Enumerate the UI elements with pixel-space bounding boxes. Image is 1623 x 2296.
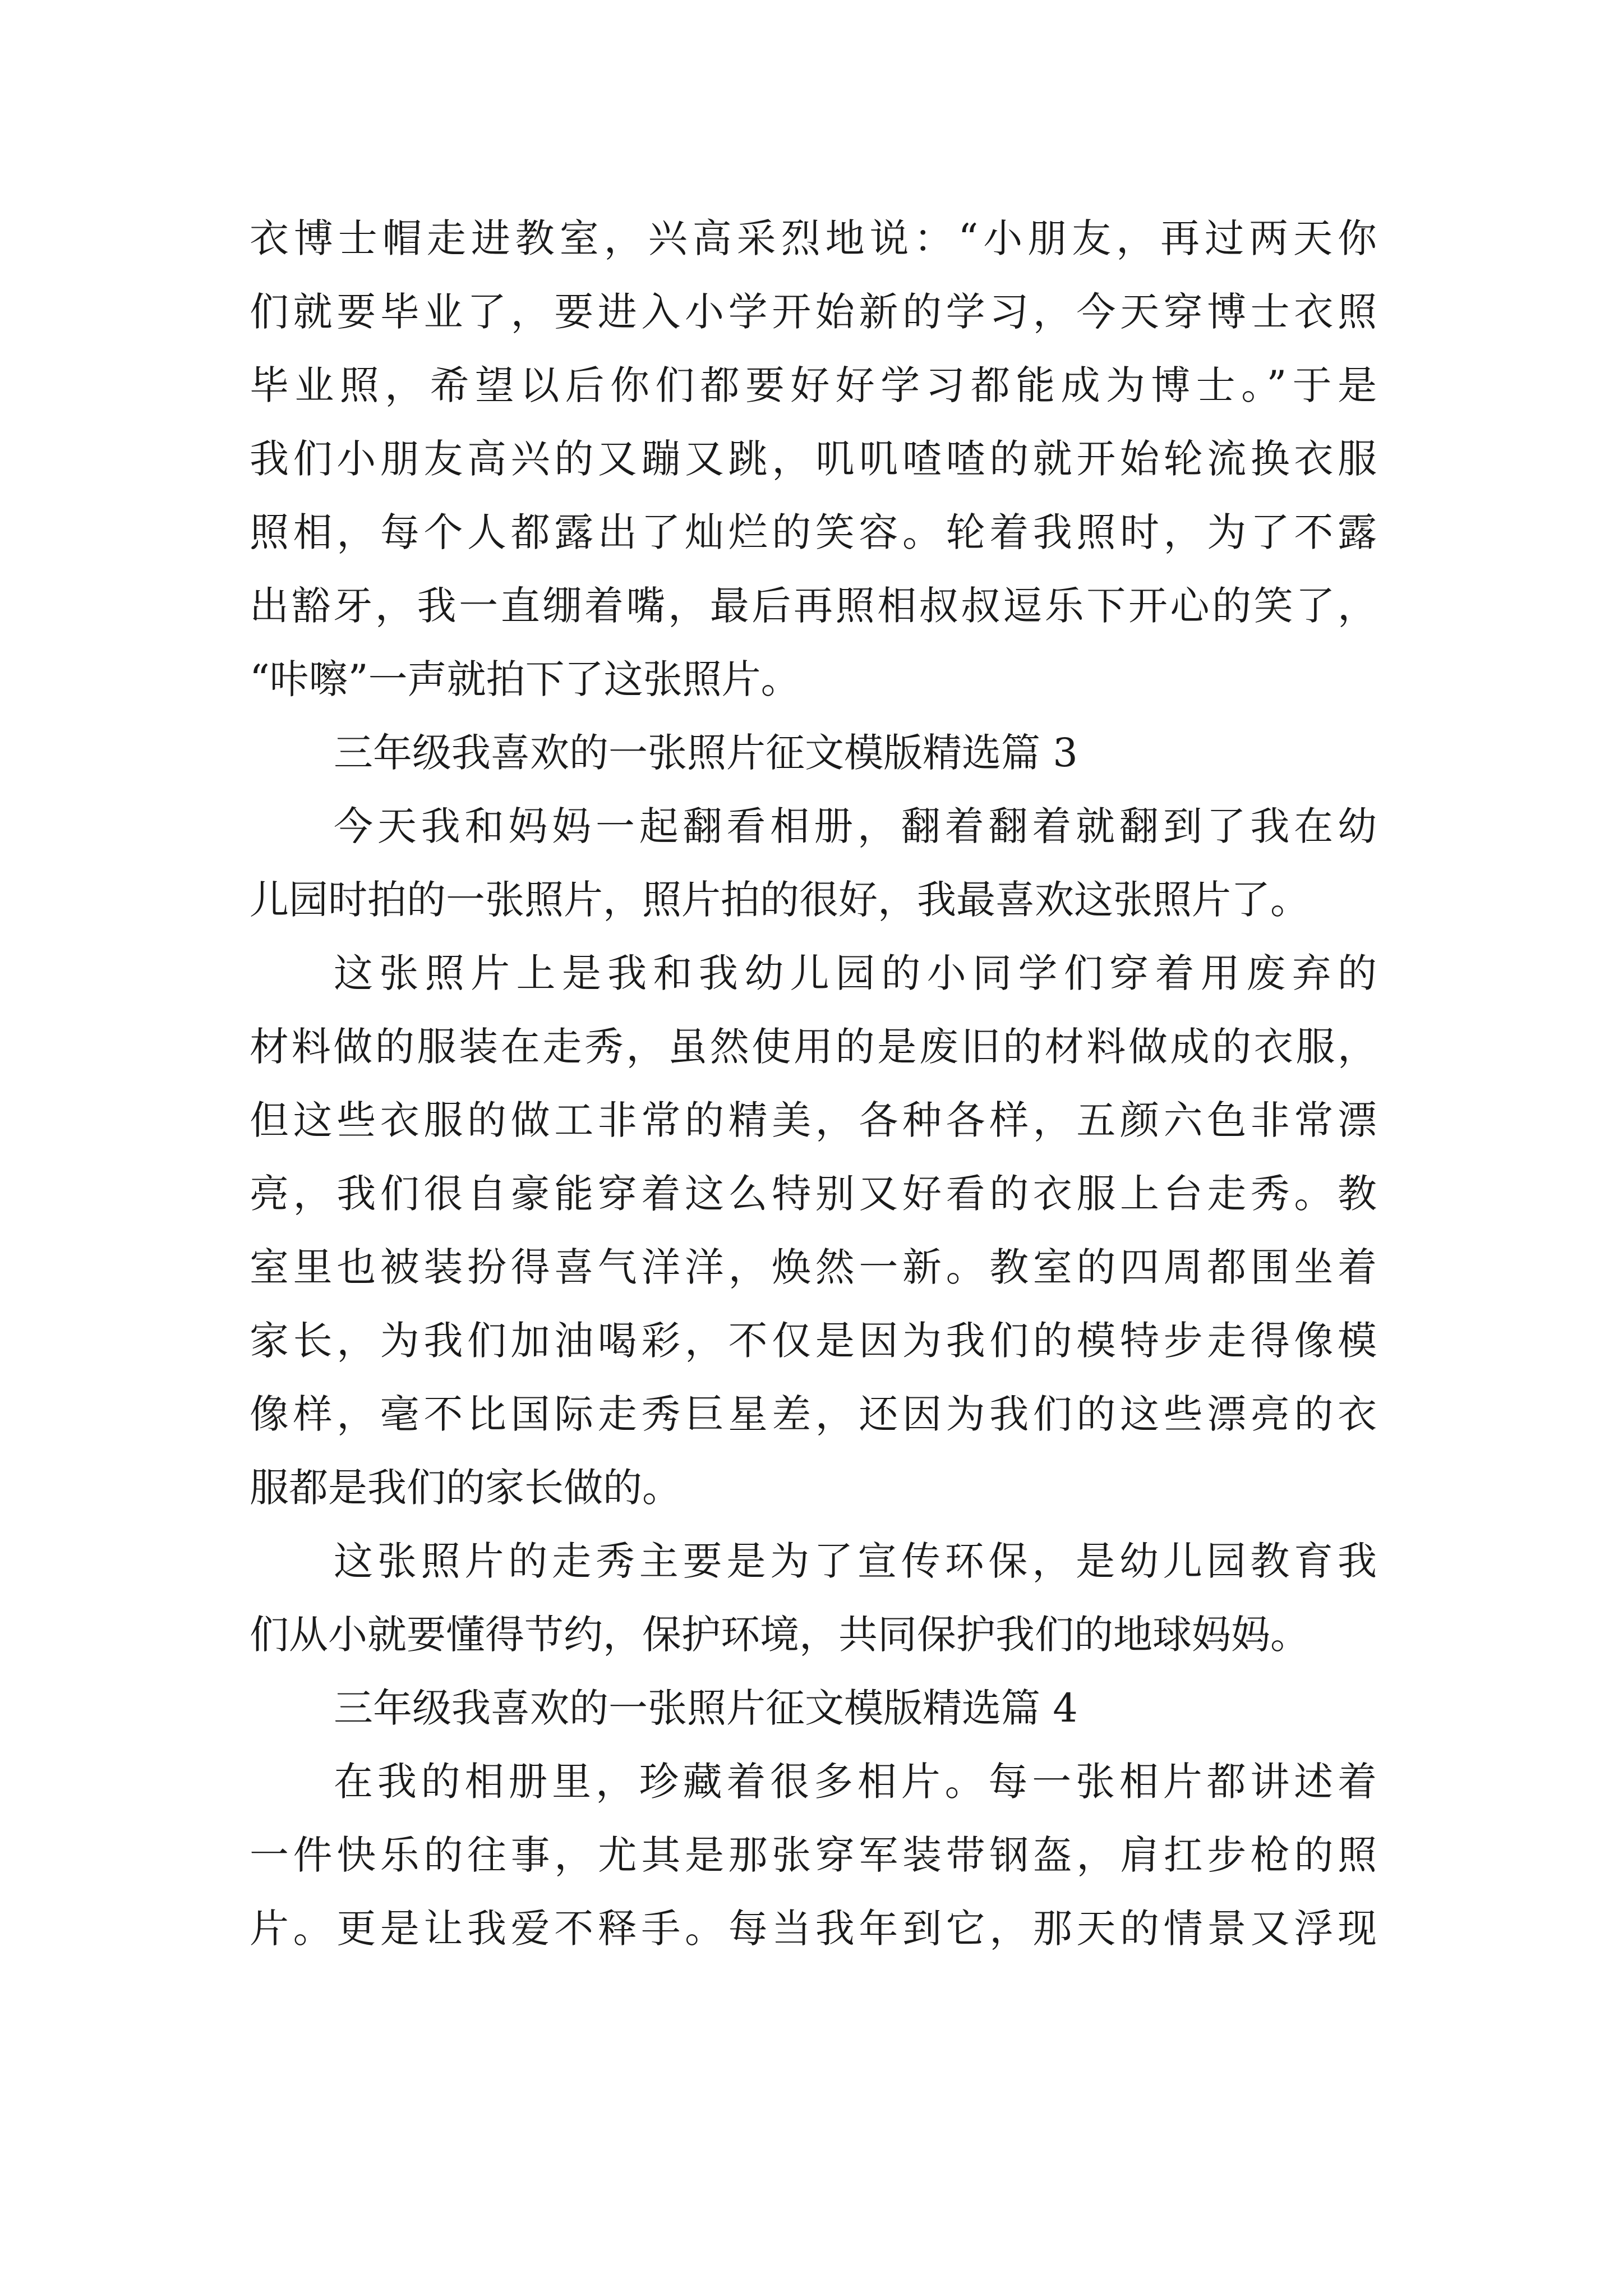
document-body <box>250 202 1377 1966</box>
text-line: 今天我和妈妈一起翻看相册，翻着翻着就翻到了我在幼 <box>334 803 1377 849</box>
text-line: 像样，毫不比国际走秀巨星差，还因为我们的这些漂亮的衣 <box>250 1391 1377 1437</box>
text-line: 室里也被装扮得喜气洋洋，焕然一新。教室的四周都围坐着 <box>250 1244 1377 1290</box>
text-line: 儿园时拍的一张照片，照片拍的很好，我最喜欢这张照片了。 <box>250 877 1310 923</box>
text-line: 我们小朋友高兴的又蹦又跳，叽叽喳喳的就开始轮流换衣服 <box>250 436 1377 482</box>
text-line: 在我的相册里，珍藏着很多相片。每一张相片都讲述着 <box>334 1759 1377 1805</box>
text-line: 服都是我们的家长做的。 <box>250 1465 681 1511</box>
text-line: 这张照片上是我和我幼儿园的小同学们穿着用废弃的 <box>334 950 1377 996</box>
text-line: 三年级我喜欢的一张照片征文模版精选篇 4 <box>334 1685 1078 1731</box>
text-line: “咔嚓”一声就拍下了这张照片。 <box>250 656 800 702</box>
text-line: 这张照片的走秀主要是为了宣传环保，是幼儿园教育我 <box>334 1538 1377 1584</box>
text-line: 亮，我们很自豪能穿着这么特别又好看的衣服上台走秀。教 <box>250 1171 1377 1217</box>
text-line: 毕业照，希望以后你们都要好好学习都能成为博士。”于是 <box>250 362 1377 408</box>
text-line: 家长，为我们加油喝彩，不仅是因为我们的模特步走得像模 <box>250 1318 1377 1364</box>
text-line: 衣博士帽走进教室，兴高采烈地说：“小朋友，再过两天你 <box>250 215 1377 261</box>
text-line: 但这些衣服的做工非常的精美，各种各样，五颜六色非常漂 <box>250 1097 1377 1143</box>
text-line: 一件快乐的往事，尤其是那张穿军装带钢盔，肩扛步枪的照 <box>250 1832 1377 1878</box>
text-line: 们就要毕业了，要进入小学开始新的学习，今天穿博士衣照 <box>250 289 1377 335</box>
text-line: 三年级我喜欢的一张照片征文模版精选篇 3 <box>334 730 1078 776</box>
text-line: 照相，每个人都露出了灿烂的笑容。轮着我照时，为了不露 <box>250 509 1377 555</box>
text-line: 们从小就要懂得节约，保护环境，共同保护我们的地球妈妈。 <box>250 1612 1310 1658</box>
text-line: 材料做的服装在走秀，虽然使用的是废旧的材料做成的衣服， <box>250 1024 1377 1070</box>
text-line: 出豁牙，我一直绷着嘴，最后再照相叔叔逗乐下开心的笑了， <box>250 583 1377 629</box>
text-line: 片。更是让我爱不释手。每当我年到它，那天的情景又浮现 <box>250 1906 1377 1952</box>
